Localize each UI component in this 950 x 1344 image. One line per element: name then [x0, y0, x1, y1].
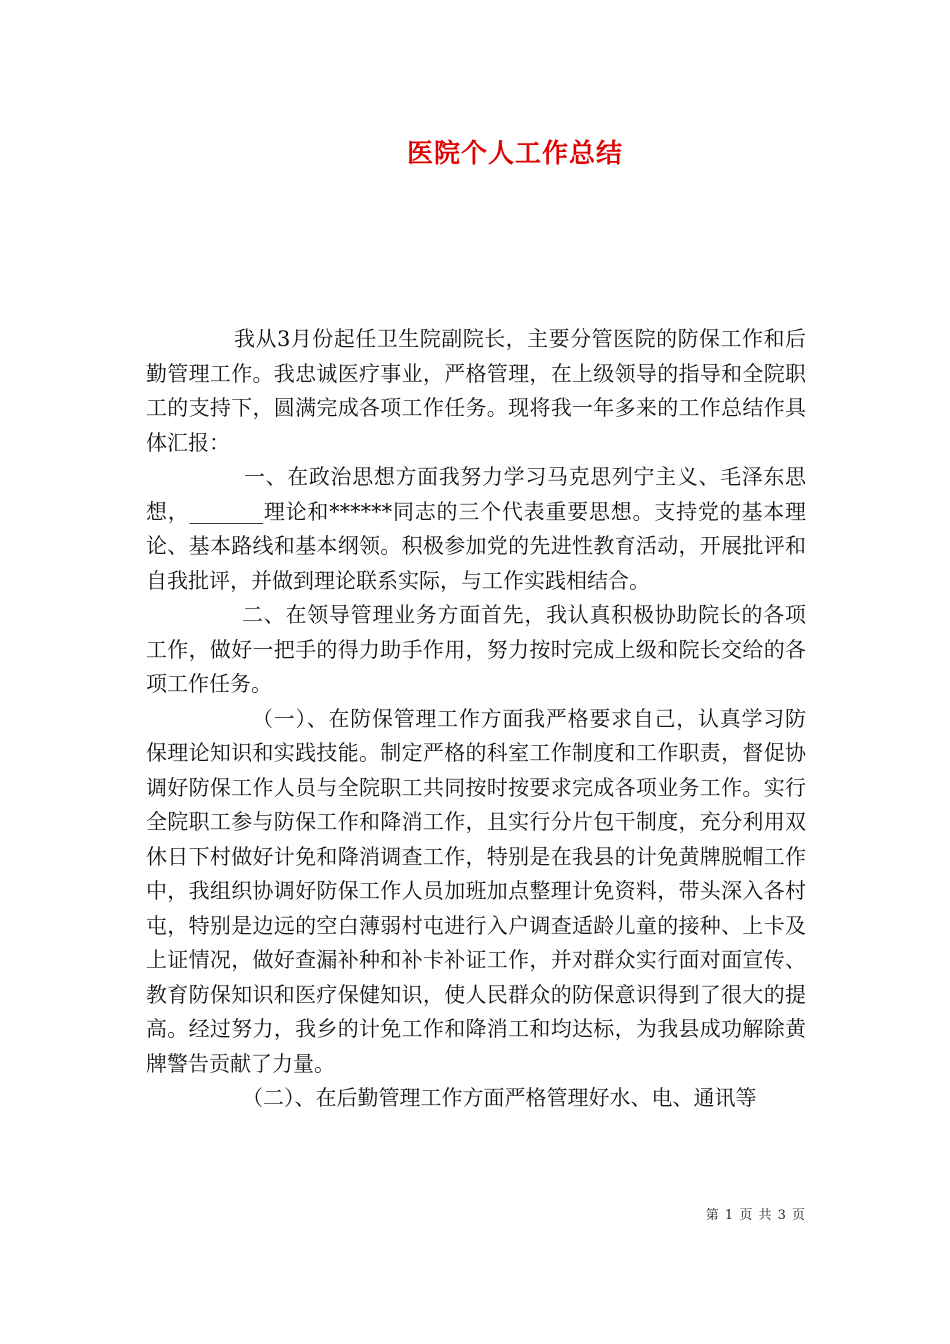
page-number-footer: 第 1 页 共 3 页	[705, 1208, 806, 1223]
paragraph-intro: 我从3月份起任卫生院副院长，主要分管医院的防保工作和后勤管理工作。我忠诚医疗事业，严格管理，在上级领导的指导和全院职工的支持下，圆满完成各项工作任务。现将我一年多来的工作总结作具体汇报：	[146, 327, 806, 455]
paragraph-logistics: （二）、在后勤管理工作方面严格管理好水、电、通讯等	[242, 1086, 757, 1110]
document-body	[146, 322, 806, 1116]
paragraph-epidemic-prevention: （一）、在防保管理工作方面我严格要求自己，认真学习防保理论知识和实践技能。制定严格的科室工作制度和工作职责，督促协调好防保工作人员与全院职工共同按时按要求完成各项业务工作。实行全院职工参与防保工作和降消工作，且实行分片包干制度，充分利用双休日下村做好计免和降消调查工作，特别是在我县的计免黄牌脱帽工作中，我组织协调好防保工作人员加班加点整理计免资料，带头深入各村屯，特别是边远的空白薄弱村屯进行入户调查适龄儿童的接种、上卡及上证情况，做好查漏补种和补卡补证工作，并对群众实行面对面宣传、教育防保知识和医疗保健知识，使人民群众的防保意识得到了很大的提高。经过努力，我乡的计免工作和降消工和均达标，为我县成功解除黄牌警告贡献了力量。	[146, 706, 806, 1076]
document-title: 医院个人工作总结	[406, 139, 623, 169]
paragraph-leadership: 二、在领导管理业务方面首先，我认真积极协助院长的各项工作，做好一把手的得力助手作用，努力按时完成上级和院长交给的各项工作任务。	[146, 603, 806, 696]
paragraph-political: 一、在政治思想方面我努力学习马克思列宁主义、毛泽东思想，_______理论和******同志的三个代表重要思想。支持党的基本理论、基本路线和基本纲领。积极参加党的先进性教育活动，开展批评和自我批评，并做到理论联系实际，与工作实践相结合。	[146, 465, 806, 593]
